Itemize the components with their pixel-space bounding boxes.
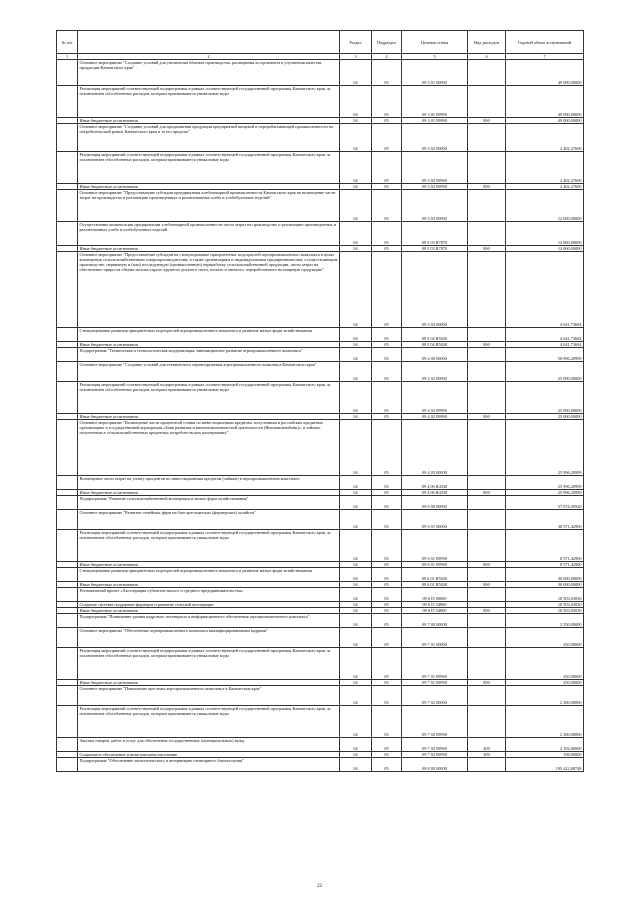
cell-podrazdel: 05 <box>372 582 402 588</box>
table-row <box>57 496 584 510</box>
cell-target: 09 6 I5 54800 <box>402 608 468 614</box>
cell-name: Реализация мероприятий соответствующей подпрограммы в рамках соответствующей государственной программы Камчатского края, за исключением обособленных расходов, которым присваиваются уникальные коды <box>78 648 340 680</box>
cell-sum: 25 000,00000 <box>506 414 584 420</box>
cell-target: 09 3 04 R5020 <box>402 342 468 348</box>
cell-sum: 250,00000 <box>506 628 584 648</box>
cell-target: 09 7 02 09990 <box>402 738 468 752</box>
cell-name: Подпрограмма "Развитие сельскохозяйственной кооперации и малых форм хозяйствования" <box>78 496 340 510</box>
cell-no <box>57 252 78 328</box>
cell-razdel: 04 <box>340 648 372 680</box>
cell-sum: 2 402,27600 <box>506 184 584 190</box>
cell-razdel: 04 <box>340 60 372 86</box>
cell-podrazdel: 05 <box>372 252 402 328</box>
cell-razdel: 04 <box>340 496 372 510</box>
cell-vid <box>468 362 506 382</box>
table-row <box>57 152 584 184</box>
cell-no <box>57 348 78 362</box>
table-row <box>57 568 584 582</box>
table-row <box>57 382 584 414</box>
cell-razdel: 04 <box>340 490 372 496</box>
cell-vid <box>468 476 506 490</box>
cell-target: 09 4 02 09990 <box>402 382 468 414</box>
cell-sum: 38 571,42900 <box>506 510 584 530</box>
col-number: 7 <box>506 54 584 60</box>
budget-table <box>56 30 584 772</box>
cell-vid: 800 <box>468 342 506 348</box>
cell-sum: 49 000,00000 <box>506 86 584 118</box>
cell-vid: 800 <box>468 490 506 496</box>
cell-podrazdel: 05 <box>372 608 402 614</box>
cell-target: 09 7 01 09990 <box>402 648 468 680</box>
cell-podrazdel: 05 <box>372 510 402 530</box>
cell-podrazdel: 05 <box>372 628 402 648</box>
cell-razdel: 04 <box>340 152 372 184</box>
cell-no <box>57 614 78 628</box>
cell-target: 09 4 02 09990 <box>402 414 468 420</box>
cell-vid <box>468 510 506 530</box>
cell-podrazdel: 05 <box>372 222 402 246</box>
cell-podrazdel: 05 <box>372 414 402 420</box>
cell-vid: 300 <box>468 752 506 758</box>
cell-name: Подпрограмма "Повышение уровня кадрового потенциала и информационного обеспечения агропромышленного комплекса" <box>78 614 340 628</box>
cell-razdel: 04 <box>340 420 372 476</box>
cell-sum: 25 000,00000 <box>506 382 584 414</box>
cell-name: Реализация мероприятий соответствующей подпрограммы в рамках соответствующей государственной программы Камчатского края, за исключением обособленных расходов, которым присваиваются уникальные коды <box>78 86 340 118</box>
table-row <box>57 190 584 222</box>
cell-sum: 2 402,27600 <box>506 124 584 152</box>
cell-vid <box>468 648 506 680</box>
cell-name: Стимулирование развития приоритетных подотраслей агропромышленного комплекса и развитие малых форм хозяйствования <box>78 568 340 582</box>
cell-podrazdel: 05 <box>372 184 402 190</box>
cell-sum: 49 000,00000 <box>506 60 584 86</box>
table-row <box>57 60 584 86</box>
table-row <box>57 588 584 602</box>
cell-target: 09 3 02 09990 <box>402 152 468 184</box>
cell-razdel: 04 <box>340 510 372 530</box>
cell-no <box>57 588 78 602</box>
cell-sum: 250,00000 <box>506 680 584 686</box>
cell-target: 09 6 01 R5020 <box>402 582 468 588</box>
cell-vid: 800 <box>468 246 506 252</box>
cell-no <box>57 420 78 476</box>
cell-sum: 2 550,00000 <box>506 614 584 628</box>
cell-no <box>57 496 78 510</box>
cell-name: Иные бюджетные ассигнования <box>78 680 340 686</box>
cell-no <box>57 222 78 246</box>
cell-vid <box>468 252 506 328</box>
cell-podrazdel: 05 <box>372 562 402 568</box>
cell-vid <box>468 152 506 184</box>
cell-target: 09 7 00 00000 <box>402 614 468 628</box>
cell-vid: 200 <box>468 738 506 752</box>
cell-name: Подпрограмма "Техническая и технологическая модернизация, инновационное развитие агропромышленного комплекса" <box>78 348 340 362</box>
cell-target: 09 6 01 09990 <box>402 562 468 568</box>
cell-no <box>57 152 78 184</box>
cell-podrazdel: 05 <box>372 86 402 118</box>
cell-sum: 8 571,42900 <box>506 530 584 562</box>
cell-name: Основное мероприятие "Создание условий для продвижения продукции предприятий пищевой и перерабатывающей промышленности на потребительский рынок Камчатского края и за его пределы" <box>78 124 340 152</box>
cell-vid <box>468 530 506 562</box>
cell-razdel: 04 <box>340 184 372 190</box>
cell-name: Стимулирование развития приоритетных подотраслей агропромышленного комплекса и развитие малых форм хозяйствования <box>78 328 340 342</box>
cell-no <box>57 190 78 222</box>
cell-razdel: 04 <box>340 752 372 758</box>
cell-razdel: 04 <box>340 608 372 614</box>
cell-razdel: 04 <box>340 476 372 490</box>
cell-sum: 57 074,45920 <box>506 496 584 510</box>
cell-razdel: 04 <box>340 588 372 602</box>
cell-no <box>57 568 78 582</box>
cell-name: Основное мероприятие "Возмещение части процентной ставки по инвестиционным кредитам, полученным в российских кредитных организациях и государственной корпорации «Банк развития и внешнеэкономической деятельности (Внешэкономбанк)», и займам, полученным в сельскохозяйственных кредитных потребительских кооперативах" <box>78 420 340 476</box>
col-number: 6 <box>468 54 506 60</box>
cell-razdel: 04 <box>340 568 372 582</box>
header-vid: Вид расходов <box>468 31 506 54</box>
table-row <box>57 510 584 530</box>
cell-vid: 800 <box>468 562 506 568</box>
cell-podrazdel: 05 <box>372 686 402 706</box>
cell-razdel: 04 <box>340 382 372 414</box>
cell-vid <box>468 758 506 772</box>
cell-no <box>57 738 78 752</box>
cell-vid <box>468 222 506 246</box>
cell-vid <box>468 190 506 222</box>
cell-razdel: 04 <box>340 124 372 152</box>
cell-target: 09 7 02 00000 <box>402 686 468 706</box>
col-number: 5 <box>402 54 468 60</box>
cell-name: Иные бюджетные ассигнования <box>78 562 340 568</box>
cell-no <box>57 60 78 86</box>
cell-target: 09 7 02 09990 <box>402 752 468 758</box>
table-row <box>57 252 584 328</box>
cell-podrazdel: 05 <box>372 60 402 86</box>
cell-name: Иные бюджетные ассигнования <box>78 608 340 614</box>
table-row <box>57 530 584 562</box>
cell-razdel: 04 <box>340 118 372 124</box>
cell-target: 09 6 01 R5020 <box>402 568 468 582</box>
cell-razdel: 04 <box>340 738 372 752</box>
cell-name: Основное мероприятие "Предоставление субсидии предприятиям хлебопекарной промышленности Камчатского края на возмещение части затрат на производство и реализацию произведенных и реализованных хлеба и хлебобулочных изделий" <box>78 190 340 222</box>
cell-target: 09 3 04 00000 <box>402 252 468 328</box>
table-row <box>57 362 584 382</box>
cell-target: 09 6 00 00000 <box>402 496 468 510</box>
cell-sum: 195 422,68748 <box>506 758 584 772</box>
cell-name: Основное мероприятие "Развитие семейных ферм на базе крестьянских (фермерских) хозяйств" <box>78 510 340 530</box>
cell-razdel: 04 <box>340 348 372 362</box>
cell-target: 09 3 03 R7870 <box>402 246 468 252</box>
cell-podrazdel: 05 <box>372 420 402 476</box>
cell-podrazdel: 05 <box>372 738 402 752</box>
cell-name: Реализация мероприятий соответствующей подпрограммы в рамках соответствующей государственной программы Камчатского края, за исключением обособленных расходов, которым присваиваются уникальные коды <box>78 382 340 414</box>
cell-sum: 12 000,00000 <box>506 222 584 246</box>
cell-podrazdel: 05 <box>372 568 402 582</box>
cell-sum: 4 041,73684 <box>506 342 584 348</box>
cell-name: Создание системы поддержки фермеров и развитие сельской кооперации <box>78 602 340 608</box>
header-no: № п/п <box>57 31 78 54</box>
table-row <box>57 348 584 362</box>
cell-podrazdel: 05 <box>372 752 402 758</box>
cell-target: 09 6 I5 00000 <box>402 588 468 602</box>
cell-name: Социальное обеспечение и иные выплаты населению <box>78 752 340 758</box>
cell-sum: 198,00000 <box>506 752 584 758</box>
cell-vid <box>468 328 506 342</box>
cell-podrazdel: 05 <box>372 614 402 628</box>
cell-target: 09 7 01 09990 <box>402 680 468 686</box>
cell-sum: 2 300,00000 <box>506 706 584 738</box>
cell-razdel: 04 <box>340 190 372 222</box>
cell-target: 09 3 01 00000 <box>402 60 468 86</box>
cell-vid: 800 <box>468 184 506 190</box>
cell-no <box>57 328 78 342</box>
cell-no <box>57 510 78 530</box>
cell-razdel: 04 <box>340 362 372 382</box>
cell-sum: 2 300,00000 <box>506 686 584 706</box>
cell-podrazdel: 05 <box>372 382 402 414</box>
header-sum: Годовой объем ассигнований <box>506 31 584 54</box>
table-row <box>57 420 584 476</box>
cell-no <box>57 758 78 772</box>
cell-podrazdel: 05 <box>372 588 402 602</box>
cell-podrazdel: 05 <box>372 342 402 348</box>
cell-sum: 8 571,42900 <box>506 562 584 568</box>
cell-podrazdel: 05 <box>372 530 402 562</box>
cell-razdel: 04 <box>340 252 372 328</box>
cell-target: 09 3 04 R5020 <box>402 328 468 342</box>
cell-sum: 49 000,00000 <box>506 118 584 124</box>
cell-name: Основное мероприятие "Создание условий для увеличения объемов производства, расширения ассортимента и улучшения качества продукции Камчатского края" <box>78 60 340 86</box>
cell-vid <box>468 588 506 602</box>
cell-sum: 30 000,00000 <box>506 568 584 582</box>
cell-sum: 25 996,20999 <box>506 476 584 490</box>
cell-target: 09 4 06 R4330 <box>402 476 468 490</box>
header-name <box>78 31 340 54</box>
cell-name: Иные бюджетные ассигнования <box>78 118 340 124</box>
table-row <box>57 86 584 118</box>
cell-target: 09 3 01 09990 <box>402 86 468 118</box>
header-podrazdel: Подраздел <box>372 31 402 54</box>
table-row <box>57 124 584 152</box>
cell-target: 09 3 02 09990 <box>402 184 468 190</box>
cell-podrazdel: 05 <box>372 124 402 152</box>
col-number: 4 <box>372 54 402 60</box>
table-row <box>57 648 584 680</box>
cell-target: 09 3 03 00000 <box>402 190 468 222</box>
cell-target: 09 4 05 00000 <box>402 420 468 476</box>
cell-vid <box>468 686 506 706</box>
cell-target: 09 4 02 00000 <box>402 362 468 382</box>
cell-razdel: 04 <box>340 328 372 342</box>
cell-vid: 800 <box>468 118 506 124</box>
cell-sum: 250,00000 <box>506 648 584 680</box>
cell-podrazdel: 05 <box>372 490 402 496</box>
cell-name: Иные бюджетные ассигнования <box>78 582 340 588</box>
table-row <box>57 686 584 706</box>
cell-razdel: 04 <box>340 706 372 738</box>
table-row <box>57 628 584 648</box>
cell-sum: 18 503,03030 <box>506 608 584 614</box>
cell-name: Региональный проект «Акселерация субъектов малого и среднего предпринимательства» <box>78 588 340 602</box>
cell-podrazdel: 05 <box>372 190 402 222</box>
table-row <box>57 476 584 490</box>
cell-name: Иные бюджетные ассигнования <box>78 414 340 420</box>
cell-podrazdel: 05 <box>372 152 402 184</box>
cell-podrazdel: 05 <box>372 602 402 608</box>
cell-vid <box>468 124 506 152</box>
table-row <box>57 222 584 246</box>
cell-podrazdel: 05 <box>372 648 402 680</box>
cell-target: 09 6 01 09990 <box>402 530 468 562</box>
cell-vid <box>468 382 506 414</box>
cell-target: 09 3 02 00000 <box>402 124 468 152</box>
cell-sum: 25 996,20999 <box>506 490 584 496</box>
cell-vid <box>468 348 506 362</box>
cell-vid <box>468 706 506 738</box>
cell-vid <box>468 60 506 86</box>
cell-name: Основное мероприятие "Обеспечение агропромышленного комплекса квалифицированными кадрами" <box>78 628 340 648</box>
cell-vid: 800 <box>468 414 506 420</box>
cell-name: Иные бюджетные ассигнования <box>78 490 340 496</box>
cell-razdel: 04 <box>340 758 372 772</box>
col-number: 1 <box>57 54 78 60</box>
cell-razdel: 04 <box>340 414 372 420</box>
cell-sum: 4 041,73684 <box>506 252 584 328</box>
cell-vid <box>468 614 506 628</box>
cell-sum: 50 996,20999 <box>506 348 584 362</box>
cell-no <box>57 628 78 648</box>
cell-no <box>57 362 78 382</box>
cell-razdel: 04 <box>340 246 372 252</box>
cell-sum: 30 000,00000 <box>506 582 584 588</box>
budget-table-sheet <box>56 30 583 772</box>
cell-sum: 25 000,00000 <box>506 362 584 382</box>
cell-name: Реализация мероприятий соответствующей подпрограммы в рамках соответствующей государственной программы Камчатского края, за исключением обособленных расходов, которым присваиваются уникальные коды <box>78 152 340 184</box>
cell-podrazdel: 05 <box>372 348 402 362</box>
header-razdel: Раздел <box>340 31 372 54</box>
cell-target: 09 7 01 00000 <box>402 628 468 648</box>
cell-no <box>57 86 78 118</box>
col-number: 3 <box>340 54 372 60</box>
header-target: Целевая статья <box>402 31 468 54</box>
cell-razdel: 04 <box>340 686 372 706</box>
cell-name: Реализация мероприятий соответствующей подпрограммы в рамках соответствующей государственной программы Камчатского края, за исключением обособленных расходов, которым присваиваются уникальные коды <box>78 706 340 738</box>
cell-razdel: 04 <box>340 628 372 648</box>
cell-razdel: 04 <box>340 222 372 246</box>
cell-no <box>57 706 78 738</box>
cell-razdel: 04 <box>340 614 372 628</box>
cell-sum: 4 041,73684 <box>506 328 584 342</box>
cell-vid <box>468 496 506 510</box>
cell-sum: 2 102,00000 <box>506 738 584 752</box>
table-row <box>57 758 584 772</box>
cell-razdel: 04 <box>340 530 372 562</box>
cell-name: Подпрограмма "Обеспечение эпизоотического и ветеринарно-санитарного благополучия" <box>78 758 340 772</box>
page-number: 22 <box>317 884 322 889</box>
cell-podrazdel: 05 <box>372 476 402 490</box>
cell-no <box>57 124 78 152</box>
cell-target: 09 6 I5 54800 <box>402 602 468 608</box>
cell-podrazdel: 05 <box>372 680 402 686</box>
cell-vid <box>468 86 506 118</box>
cell-podrazdel: 05 <box>372 706 402 738</box>
table-row <box>57 738 584 752</box>
cell-sum: 18 503,03030 <box>506 602 584 608</box>
cell-name: Закупка товаров, работ и услуг для обеспечения государственных (муниципальных) нужд <box>78 738 340 752</box>
cell-no <box>57 382 78 414</box>
cell-name: Основное мероприятие "Повышение престижа агропромышленного комплекса в Камчатском крае" <box>78 686 340 706</box>
cell-no <box>57 686 78 706</box>
table-row <box>57 706 584 738</box>
cell-name: Иные бюджетные ассигнования <box>78 184 340 190</box>
cell-name: Иные бюджетные ассигнования <box>78 246 340 252</box>
cell-no <box>57 648 78 680</box>
cell-name: Основное мероприятие "Предоставление субсидии на стимулирование приоритетных подотраслей агропромышленного комплекса в целях возмещения сельскохозяйственным товаропроизводителям, в также организациям и индивидуальным предпринимателям, осуществляющим производство, первичную и (или) последующую (промышленную) переработку сельскохозяйственной продукции, части затрат на обеспечение прироста объема молока сырого крупного рогатого скота, козьего и овечьего, переработанного на пищевую продукцию" <box>78 252 340 328</box>
cell-vid <box>468 420 506 476</box>
cell-target: 09 3 03 R7870 <box>402 222 468 246</box>
table-row <box>57 614 584 628</box>
cell-podrazdel: 05 <box>372 246 402 252</box>
cell-no <box>57 530 78 562</box>
cell-vid <box>468 628 506 648</box>
cell-no <box>57 476 78 490</box>
cell-target: 09 4 06 R4330 <box>402 490 468 496</box>
cell-podrazdel: 05 <box>372 362 402 382</box>
cell-podrazdel: 05 <box>372 758 402 772</box>
table-header-row <box>57 31 584 54</box>
cell-target: 09 3 01 09990 <box>402 118 468 124</box>
cell-name: Иные бюджетные ассигнования <box>78 342 340 348</box>
cell-razdel: 04 <box>340 602 372 608</box>
cell-sum: 2 402,27600 <box>506 152 584 184</box>
cell-vid <box>468 568 506 582</box>
cell-vid: 800 <box>468 582 506 588</box>
cell-sum: 12 000,00000 <box>506 246 584 252</box>
cell-name: Возмещение части затрат на уплату процентов по инвестиционным кредитам (займам) в агропромышленном комплексе <box>78 476 340 490</box>
cell-podrazdel: 05 <box>372 496 402 510</box>
cell-razdel: 04 <box>340 582 372 588</box>
cell-sum: 25 996,20999 <box>506 420 584 476</box>
cell-name: Осуществление компенсации предприятиям хлебопекарной промышленности части затрат на производство и реализацию произведенных и реализованных хлеба и хлебобулочных изделий <box>78 222 340 246</box>
cell-razdel: 04 <box>340 680 372 686</box>
cell-target: 09 4 00 00000 <box>402 348 468 362</box>
cell-name: Реализация мероприятий соответствующей подпрограммы в рамках соответствующей государственной программы Камчатского края, за исключением обособленных расходов, которым присваиваются уникальные коды <box>78 530 340 562</box>
cell-sum: 12 000,00000 <box>506 190 584 222</box>
cell-target: 09 6 01 00000 <box>402 510 468 530</box>
cell-podrazdel: 05 <box>372 328 402 342</box>
cell-razdel: 04 <box>340 86 372 118</box>
cell-razdel: 04 <box>340 342 372 348</box>
table-row <box>57 328 584 342</box>
cell-sum: 18 503,03030 <box>506 588 584 602</box>
cell-target: 09 7 02 09990 <box>402 706 468 738</box>
cell-vid: 800 <box>468 608 506 614</box>
col-number: 2 <box>78 54 340 60</box>
cell-podrazdel: 05 <box>372 118 402 124</box>
cell-vid: 800 <box>468 680 506 686</box>
cell-name: Основное мероприятие "Создание условий для технического перевооружения агропромышленного комплекса Камчатского края" <box>78 362 340 382</box>
cell-target: 09 8 00 00000 <box>402 758 468 772</box>
cell-razdel: 04 <box>340 562 372 568</box>
